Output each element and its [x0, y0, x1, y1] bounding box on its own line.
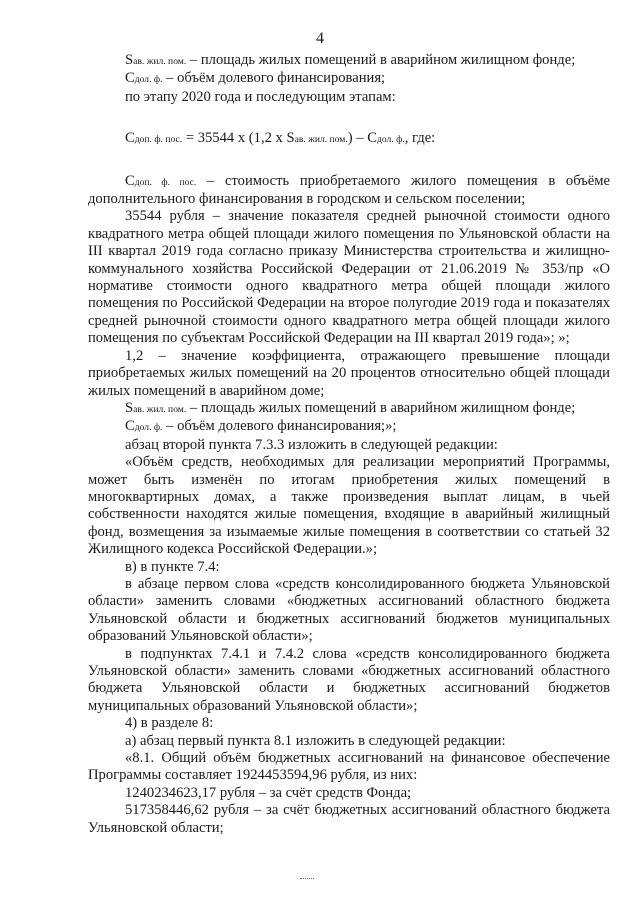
formula-part: = 35544 х (1,2 х S [182, 130, 295, 147]
paragraph: в подпунктах 7.4.1 и 7.4.2 слова «средств консолидированного бюджета Ульяновской области» заменить словами «бюджетных ассигнований областного бюджета Ульяновской области и бюджетных ассигнований бюджетов муниципальных образований Ульяновской области»; [88, 645, 610, 714]
definition-text: – стоимость приобретаемого жилого помещения в объёме дополнительного финансирования в городском и сельском поселении; [88, 172, 611, 208]
paragraph [88, 418, 610, 436]
symbol: S [125, 52, 134, 68]
paragraph: 1,2 – значение коэффициента, отражающего превышение площади приобретаемых жилых помещений на 20 процентов относительно общей площади жилых помещений в аварийном доме; [88, 347, 610, 399]
paragraph: а) абзац первый пункта 8.1 изложить в следующей редакции: [125, 732, 506, 749]
symbol-subscript: ав. жил. пом. [133, 56, 187, 67]
cost-formula [88, 130, 610, 148]
paragraph: 517358446,62 рубля – за счёт бюджетных ассигнований областного бюджета Ульяновской области; [88, 802, 610, 836]
definition-text: – площадь жилых помещений в аварийном жилищном фонде; [186, 52, 576, 68]
symbol-subscript: доп. ф. пос. [134, 176, 197, 188]
paragraph: в абзаце первом слова «средств консолидированного бюджета Ульяновской области» заменить словами «бюджетных ассигнований областного бюджета Ульяновской области и бюджетных ассигнований бюджетов муниципальных образований Ульяновской области»; [88, 575, 610, 645]
formula-part: , где: [404, 130, 436, 147]
paragraph [88, 173, 610, 209]
document-body [88, 52, 610, 837]
scan-mark [300, 878, 314, 885]
paragraph: «Объём средств, необходимых для реализации мероприятий Программы, может быть изменён по итогам приобретения жилых помещений в многоквартирных домах, а также произведения выплат лицам, в чьей собственности находятся жилые помещения, входящие в аварийный жилищный фонд, возмещения за изымаемые жилые помещения в соответствии со статьей 32 Жилищного кодекса Российской Федерации.»; [88, 454, 610, 558]
page-number: 4 [316, 30, 324, 47]
symbol-subscript: дол. ф. [134, 74, 163, 86]
paragraph: 1240234623,17 рубля – за счёт средств Фонда; [125, 784, 412, 801]
formula-part: ) – С [347, 130, 377, 147]
paragraph: абзац второй пункта 7.3.3 изложить в следующей редакции: [125, 436, 498, 453]
definition-text: – площадь жилых помещений в аварийном жилищном фонде; [186, 399, 576, 416]
symbol: С [125, 418, 135, 435]
paragraph: 4) в разделе 8: [125, 715, 214, 732]
definition-text: – объём долевого финансирования; [162, 70, 386, 87]
formula-subscript: дол. ф. [376, 134, 405, 146]
definition-area-emergency [88, 52, 610, 70]
symbol: S [125, 399, 134, 416]
paragraph: «8.1. Общий объём бюджетных ассигнований на финансовое обеспечение Программы составляет 1924453594,96 рубля, из них: [88, 750, 610, 784]
paragraph [88, 400, 610, 418]
symbol: С [125, 172, 135, 189]
stage-heading: по этапу 2020 года и последующим этапам: [125, 88, 396, 105]
paragraph: в) в пункте 7.4: [125, 558, 220, 575]
formula-part: С [125, 130, 135, 147]
symbol-subscript: дол. ф. [134, 422, 163, 434]
formula-subscript: ав. жил. пом. [294, 134, 348, 146]
paragraph: 35544 рубля – значение показателя средней рыночной стоимости одного квадратного метра общей площади жилого помещения по Ульяновской области на III квартал 2019 года согласно приказу Министерства строительства и жилищно-коммунального хозяйства Российской Федерации от 21.06.2019 № 353/пр «О нормативе стоимости одного квадратного метра общей площади жилого помещения по Российской Федерации на второе полугодие 2019 года и показателях средней рыночной стоимости одного квадратного метра общей площади жилого помещения по субъектам Российской Федерации на III квартал 2019 года»; »; [88, 208, 610, 347]
symbol: С [125, 70, 135, 87]
symbol-subscript: ав. жил. пом. [133, 403, 187, 415]
definition-shared-financing [88, 70, 610, 88]
definition-text: – объём долевого финансирования;»; [162, 418, 397, 435]
formula-subscript: доп. ф. пос. [134, 134, 183, 146]
